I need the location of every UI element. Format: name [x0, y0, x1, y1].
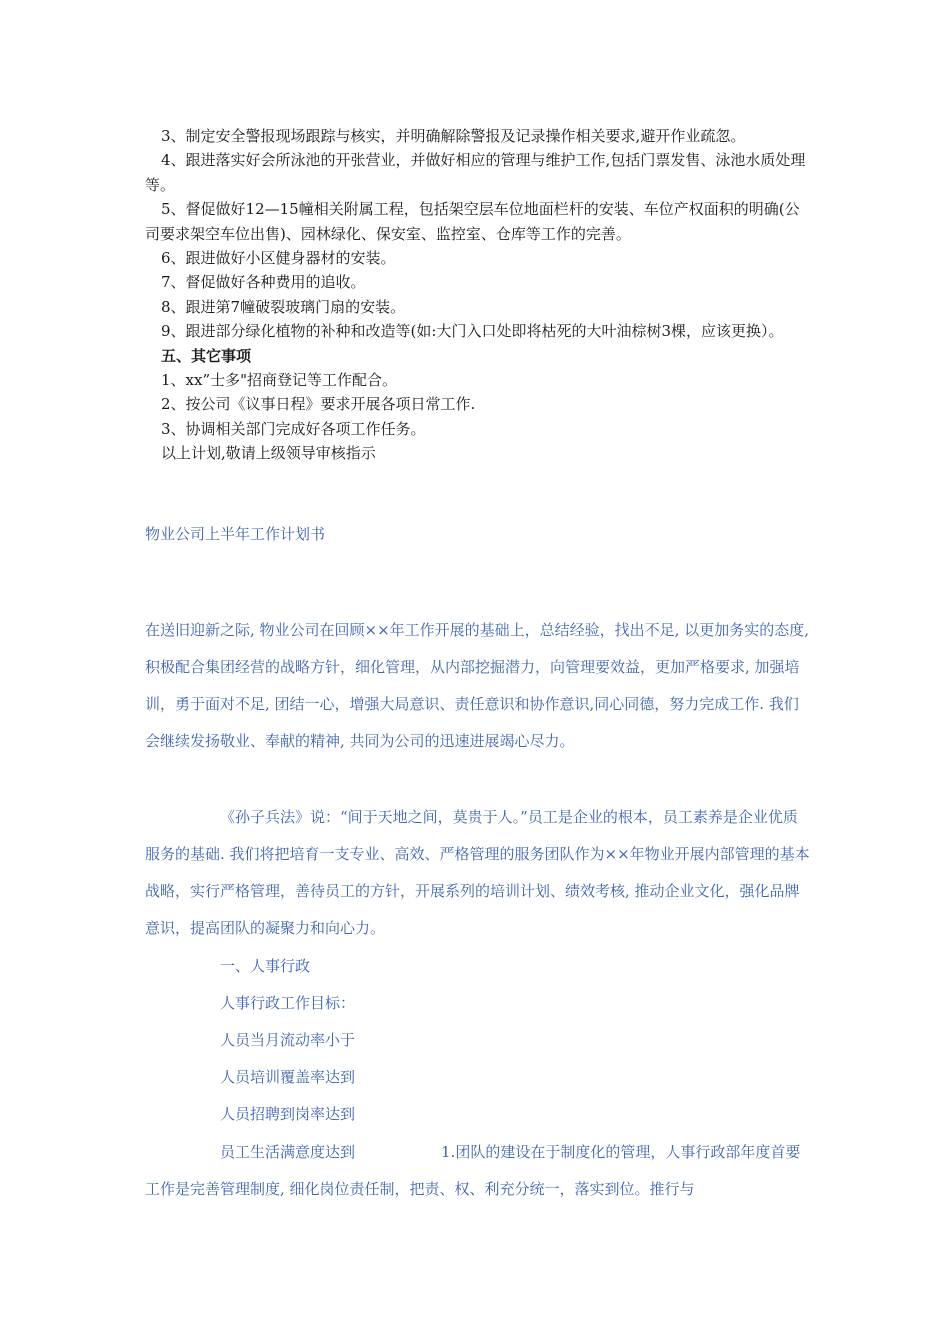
hr-heading: 一、人事行政: [220, 957, 311, 975]
team-building-paragraph: [145, 1134, 810, 1208]
section-five-heading: 五、其它事项: [161, 346, 252, 365]
plan-item-3: 3、制定安全警报现场跟踪与核实，并明确解除警报及记录操作相关要求,避开作业疏忽。: [161, 127, 746, 145]
work-plan-items: [145, 124, 810, 466]
hr-goal-training: 人员培训覆盖率达到: [220, 1068, 356, 1086]
other-item-3: 3、协调相关部门完成好各项工作任务。: [161, 419, 426, 438]
plan-item-5: 5、督促做好12—15幢相关附属工程，包括架空层车位地面栏杆的安装、车位产权面积的明确(公司要求架空车位出售)、园林绿化、保安室、监控室、仓库等工作的完善。: [145, 200, 800, 243]
hr-goal-turnover: 人员当月流动率小于: [220, 1031, 356, 1049]
document-title: 物业公司上半年工作计划书: [145, 525, 326, 543]
intro-paragraph: 在送旧迎新之际, 物业公司在回顾××年工作开展的基础上，总结经验，找出不足, 以更加务实的态度, 积极配合集团经营的战略方针，细化管理，从内部挖掘潜力，向管理要效益，更加严格要求, 加强培训，勇于面对不足, 团结一心，增强大局意识、责任意识和协作意识,同心同德，努力完成工作. 我们会继续发扬敬业、奉献的精神, 共同为公司的迅速进展竭心尽力。: [145, 621, 809, 750]
other-item-2: 2、按公司《议事日程》要求开展各项日常工作.: [161, 395, 476, 414]
plan-item-8: 8、跟进第7幢破裂玻璃门扇的安装。: [161, 297, 406, 316]
quote-text: 《孙子兵法》说：“间于天地之间，莫贵于人。”员工是企业的根本，员工素养是企业优质服务的基础. 我们将把培育一支专业、高效、严格管理的服务团队作为××年物业开展内部管理的基本战略，实行严格管理，善待员工的方针，开展系列的培训计划、绩效考核, 推动企业文化，强化品牌意识，提高团队的凝聚力和向心力。: [145, 808, 810, 937]
other-item-1: 1、xx”士多"招商登记等工作配合。: [161, 371, 398, 390]
hr-section: [220, 948, 520, 1133]
hr-goal-label: 人事行政工作目标：: [220, 994, 356, 1012]
hr-goal-satisfaction: 员工生活满意度达到: [220, 1143, 356, 1161]
plan-item-9: 9、跟进部分绿化植物的补种和改造等(如:大门入口处即将枯死的大叶油棕树3棵，应该更换）。: [161, 322, 784, 341]
quote-paragraph: [145, 799, 810, 947]
closing-note: 以上计划,敬请上级领导审核指示: [161, 444, 376, 463]
hr-goal-recruitment: 人员招聘到岗率达到: [220, 1105, 356, 1123]
plan-item-4: 4、跟进落实好会所泳池的开张营业，并做好相应的管理与维护工作,包括门票发售、泳池水质处理等。: [145, 151, 806, 194]
plan-item-7: 7、督促做好各种费用的追收。: [161, 273, 366, 292]
plan-item-6: 6、跟进做好小区健身器材的安装。: [161, 249, 396, 268]
team-building-text: 1.团队的建设在于制度化的管理，人事行政部年度首要工作是完善管理制度, 细化岗位责任制，把责、权、利充分统一，落实到位。推行与: [145, 1143, 801, 1198]
